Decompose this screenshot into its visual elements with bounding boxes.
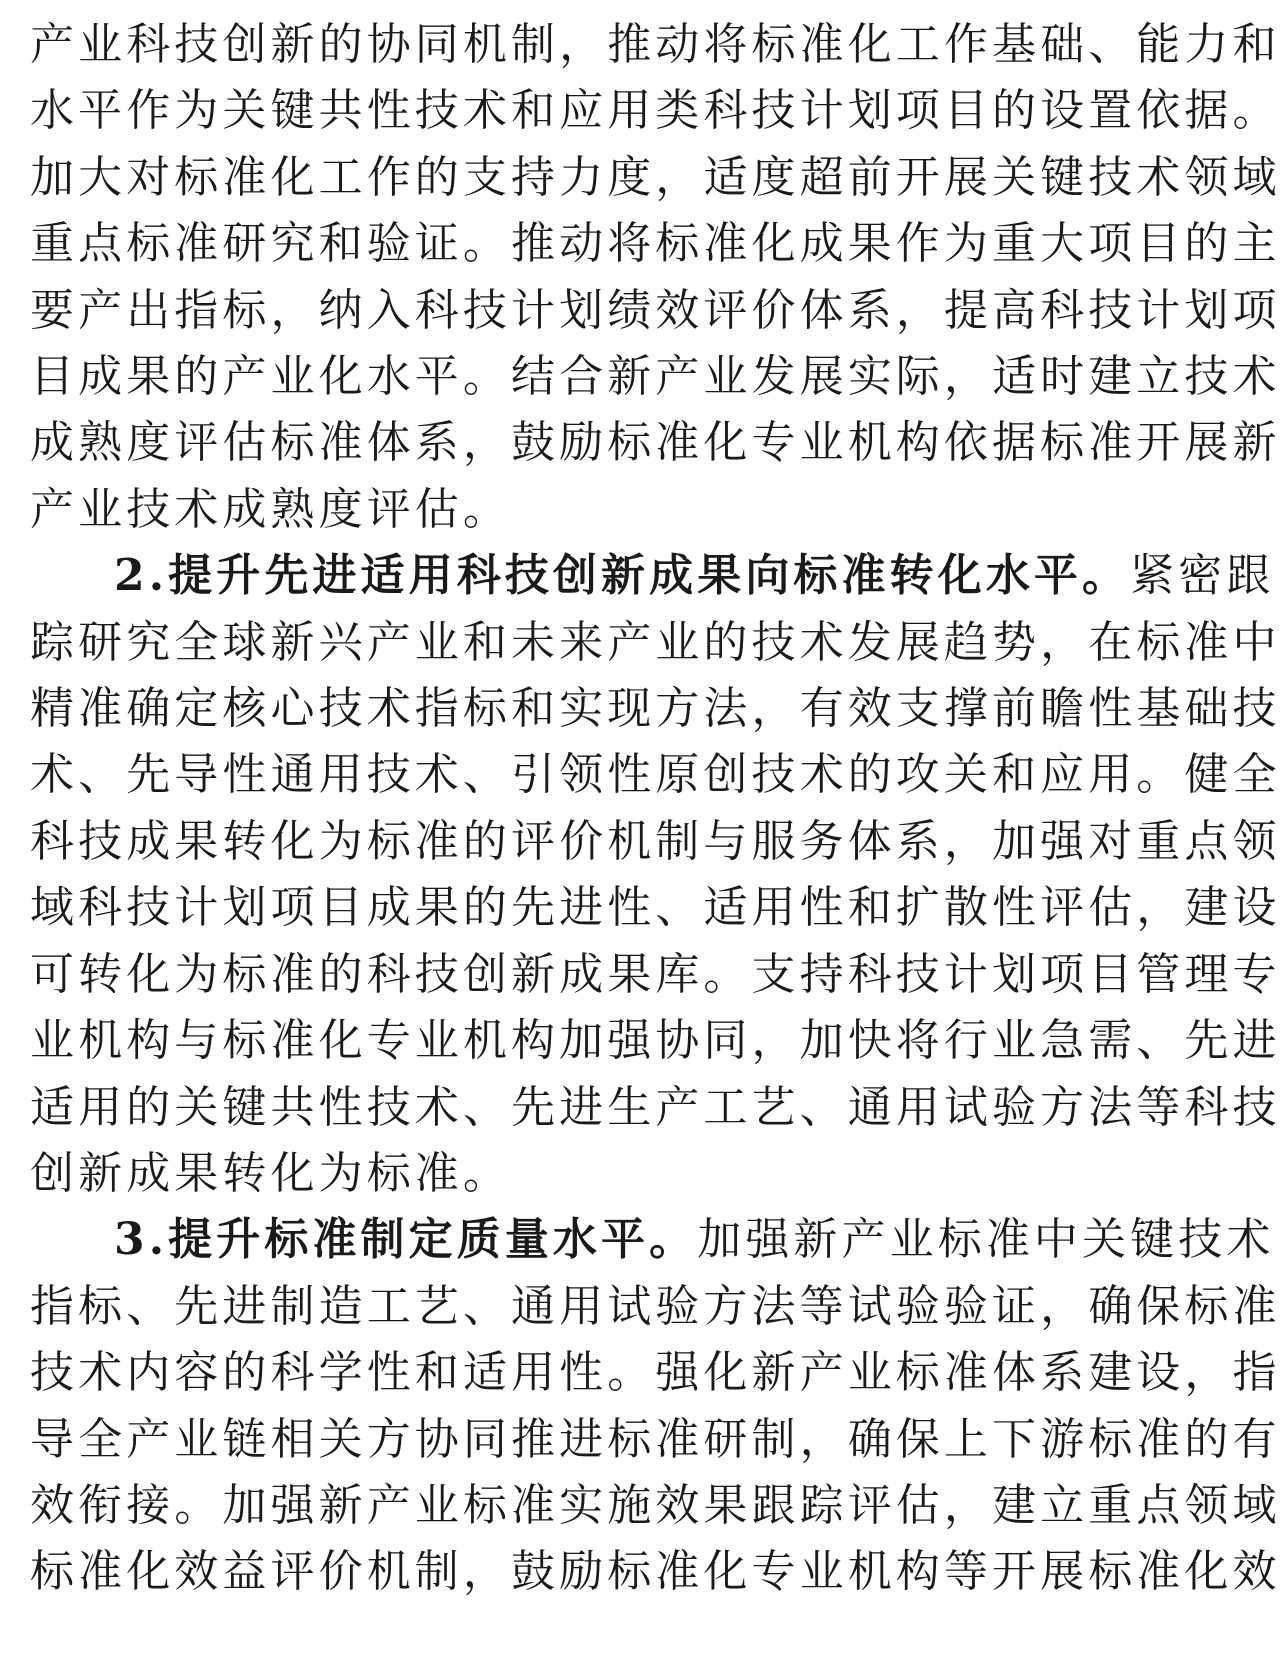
text-line: 域科技计划项目成果的先进性、适用性和扩散性评估，建设 [30,882,1281,934]
paragraph-1 [30,0,1281,543]
text-line: 精准确定核心技术指标和实现方法，有效支撑前瞻性基础技 [30,683,1281,735]
text-line: 要产出指标，纳入科技计划绩效评价体系，提高科技计划项 [30,284,1281,336]
text-line: 适用的关键共性技术、先进生产工艺、通用试验方法等科技 [30,1081,1281,1133]
section-heading: 2.提升先进适用科技创新成果向标准转化水平。 [114,550,1131,602]
text-line [30,543,1275,609]
text-line: 加大对标准化工作的支持力度，适度超前开展关键技术领域 [30,151,1281,203]
text-line: 产业科技创新的协同机制，推动将标准化工作基础、能力和 [30,19,1281,70]
text-line: 术、先导性通用技术、引领性原创技术的攻关和应用。健全 [30,749,1281,801]
text-line: 产业技术成熟度评估。 [30,483,511,535]
text-line: 可转化为标准的科技创新成果库。支持科技计划项目管理专 [30,948,1281,1000]
text-line: 导全产业链相关方协同推进标准研制，确保上下游标准的有 [30,1413,1281,1465]
text-line: 目成果的产业化水平。结合新产业发展实际，适时建立技术 [30,351,1281,403]
text-line: 重点标准研究和验证。推动将标准化成果作为重大项目的主 [30,218,1281,270]
text-line: 标准化效益评价机制，鼓励标准化专业机构等开展标准化效 [30,1546,1281,1598]
text-line: 踪研究全球新兴产业和未来产业的技术发展趋势，在标准中 [30,616,1281,668]
text-line: 科技成果转化为标准的评价机制与服务体系，加强对重点领 [30,815,1281,867]
heading-line-rest: 加强新产业标准中关键技术 [697,1214,1275,1266]
text-line: 创新成果转化为标准。 [30,1147,511,1199]
section-heading: 3.提升标准制定质量水平。 [114,1214,698,1266]
text-line: 业机构与标准化专业机构加强协同，加快将行业急需、先进 [30,1015,1281,1067]
heading-line-rest: 紧密跟 [1130,550,1275,602]
text-line: 技术内容的科学性和适用性。强化新产业标准体系建设，指 [30,1347,1281,1399]
text-line: 成熟度评估标准体系，鼓励标准化专业机构依据标准开展新 [30,417,1281,469]
paragraph-3 [30,1207,1281,1605]
text-line: 效衔接。加强新产业标准实施效果跟踪评估，建立重点领域 [30,1479,1281,1531]
paragraph-2 [30,543,1281,1207]
text-line: 水平作为关键共性技术和应用类科技计划项目的设置依据。 [30,85,1281,137]
text-line: 指标、先进制造工艺、通用试验方法等试验验证，确保标准 [30,1280,1281,1332]
text-line [30,1207,1275,1273]
